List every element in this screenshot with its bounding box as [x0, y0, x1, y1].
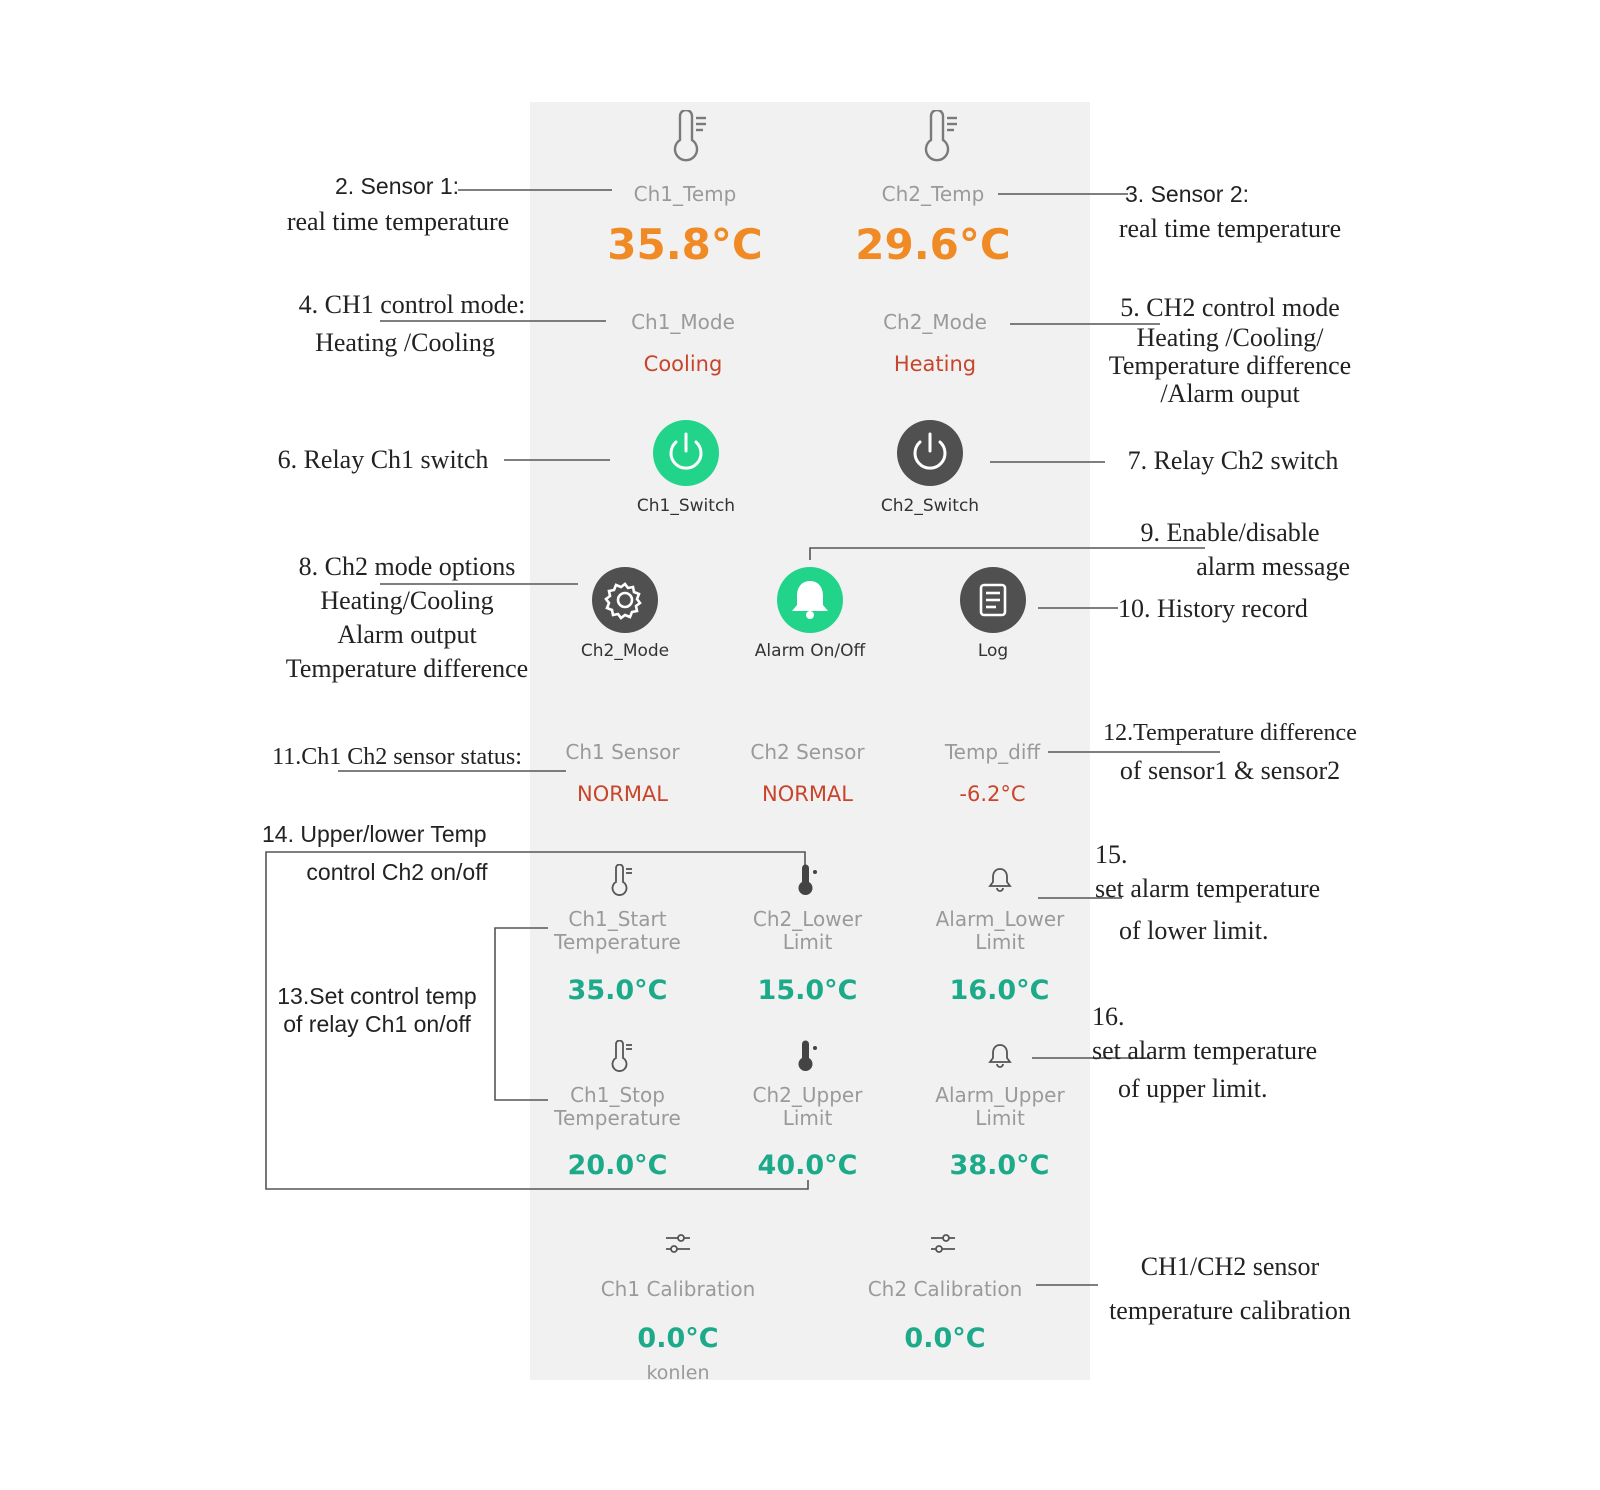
- footer-brand: konlen: [646, 1362, 710, 1384]
- alarm-toggle-button[interactable]: [777, 567, 843, 633]
- annotation-8-line4: Temperature difference: [285, 654, 529, 683]
- ch2-calibration-label: Ch2 Calibration: [867, 1277, 1023, 1301]
- annotation-8-line1: 8. Ch2 mode options: [298, 552, 516, 581]
- annotation-4b: Heating /Cooling: [315, 328, 495, 357]
- ch2-lower-label-line1: Ch2_Lower: [752, 907, 863, 931]
- annotation-14: [262, 820, 532, 886]
- annotation-5-line3: Temperature difference: [1108, 351, 1352, 380]
- annotation-9-line1: 9. Enable/disable: [1140, 518, 1320, 547]
- sliders-icon: [928, 1230, 958, 1263]
- annotation-14-line1: 14. Upper/lower Temp: [262, 821, 487, 847]
- ch2-thermometer-icon: [916, 110, 962, 169]
- ch1-switch-button[interactable]: [653, 420, 719, 486]
- ch1-switch-label: Ch1_Switch: [636, 496, 736, 516]
- annotation-15-line1: 15.: [1095, 840, 1128, 869]
- ch2-upper-label: [735, 1084, 880, 1130]
- bell-outline-icon: [985, 1040, 1015, 1075]
- annotation-8: [262, 550, 552, 686]
- alarm-upper-label: [920, 1084, 1080, 1130]
- ch2-mode-button[interactable]: [592, 567, 658, 633]
- annotation-5: [1090, 292, 1370, 408]
- ch2-lower-label-line2: Limit: [782, 930, 833, 954]
- ch1-mode-value: Cooling: [643, 352, 723, 376]
- sliders-icon: [663, 1230, 693, 1263]
- ch2-sensor-status: NORMAL: [761, 782, 853, 806]
- ch2-lower-label: [735, 908, 880, 954]
- annotation-14-line2: control Ch2 on/off: [306, 859, 488, 885]
- annotation-12: [1080, 716, 1380, 788]
- annotation-5-line2: Heating /Cooling/: [1136, 323, 1324, 352]
- ch2-upper-value[interactable]: 40.0°C: [757, 1150, 858, 1181]
- ch2-temp-label: Ch2_Temp: [881, 182, 985, 206]
- ch1-stop-label-line1: Ch1_Stop: [570, 1083, 665, 1107]
- annotation-9: [1110, 516, 1350, 584]
- annotation-6: 6. Relay Ch1 switch: [277, 445, 489, 474]
- log-icon: [960, 567, 1026, 633]
- annotation-13-line1: 13.Set control temp: [277, 983, 477, 1009]
- annotation-5-line1: 5. CH2 control mode: [1120, 293, 1340, 322]
- annotation-calibration-line2: temperature calibration: [1109, 1296, 1351, 1325]
- thermometer-filled-icon: [793, 864, 823, 901]
- ch1-stop-label: [545, 1084, 690, 1130]
- annotation-2: [262, 172, 532, 200]
- annotation-calibration-line1: CH1/CH2 sensor: [1140, 1252, 1320, 1281]
- annotation-3b: real time temperature: [1118, 214, 1342, 243]
- thermometer-filled-icon: [793, 1040, 823, 1077]
- annotation-9-line2: alarm message: [1196, 552, 1350, 581]
- annotation-16-line3: of upper limit.: [1118, 1074, 1268, 1103]
- alarm-upper-value[interactable]: 38.0°C: [949, 1150, 1050, 1181]
- ch1-start-label-line2: Temperature: [554, 930, 681, 954]
- gear-icon: [592, 567, 658, 633]
- annotation-12-line2: of sensor1 & sensor2: [1119, 756, 1341, 785]
- annotation-2b: real time temperature: [286, 207, 510, 236]
- ch2-upper-label-line2: Limit: [782, 1106, 833, 1130]
- ch1-temp-label: Ch1_Temp: [633, 182, 737, 206]
- ch1-start-value[interactable]: 35.0°C: [567, 975, 668, 1006]
- annotation-13-line2: of relay Ch1 on/off: [283, 1011, 471, 1037]
- annotation-2-line1: 2. Sensor 1:: [334, 173, 460, 199]
- ch2-mode-value: Heating: [893, 352, 977, 376]
- power-icon: [897, 420, 963, 486]
- annotation-15-line3: of lower limit.: [1119, 916, 1269, 945]
- ch2-lower-value[interactable]: 15.0°C: [757, 975, 858, 1006]
- ch1-calibration-label: Ch1 Calibration: [600, 1277, 756, 1301]
- ch2-mode-label: Ch2_Mode: [883, 310, 987, 334]
- power-icon: [653, 420, 719, 486]
- annotation-16-line1: 16.: [1092, 1002, 1125, 1031]
- ch1-start-label-line1: Ch1_Start: [568, 907, 667, 931]
- ch1-sensor-status: NORMAL: [576, 782, 668, 806]
- annotation-8-line3: Alarm output: [337, 620, 477, 649]
- alarm-upper-label-line2: Limit: [975, 1106, 1025, 1130]
- annotation-12-line1: 12.Temperature difference: [1103, 720, 1357, 746]
- annotation-3: 3. Sensor 2:: [1125, 181, 1250, 207]
- log-button[interactable]: [960, 567, 1026, 633]
- thermometer-icon: [607, 1040, 637, 1077]
- bell-icon: [777, 567, 843, 633]
- temp-diff-value: -6.2°C: [959, 782, 1026, 806]
- alarm-lower-label-line2: Limit: [975, 930, 1025, 954]
- alarm-lower-label: [920, 908, 1080, 954]
- annotation-11: 11.Ch1 Ch2 sensor status:: [272, 744, 522, 770]
- ch1-stop-value[interactable]: 20.0°C: [567, 1150, 668, 1181]
- annotation-13: [262, 982, 492, 1038]
- annotation-7: 7. Relay Ch2 switch: [1127, 446, 1339, 475]
- annotation-calibration: [1085, 1250, 1375, 1328]
- annotation-15: [1095, 838, 1375, 948]
- thermometer-icon: [607, 864, 637, 901]
- ch1-mode-label: Ch1_Mode: [631, 310, 735, 334]
- ch1-sensor-label: Ch1 Sensor: [565, 740, 680, 764]
- alarm-lower-value[interactable]: 16.0°C: [949, 975, 1050, 1006]
- ch2-temp-value: 29.6°C: [855, 220, 1011, 269]
- ch1-thermometer-icon: [665, 110, 711, 169]
- ch2-mode-button-label: Ch2_Mode: [580, 641, 670, 661]
- annotation-5-line4: /Alarm ouput: [1160, 379, 1300, 408]
- temp-diff-label: Temp_diff: [944, 740, 1041, 764]
- ch2-switch-button[interactable]: [897, 420, 963, 486]
- ch1-stop-label-line2: Temperature: [554, 1106, 681, 1130]
- log-button-label: Log: [977, 641, 1009, 661]
- alarm-lower-label-line1: Alarm_Lower: [935, 907, 1065, 931]
- ch1-calibration-value[interactable]: 0.0°C: [637, 1323, 719, 1354]
- alarm-upper-label-line1: Alarm_Upper: [935, 1083, 1065, 1107]
- annotation-16-line2: set alarm temperature: [1092, 1036, 1318, 1065]
- bell-outline-icon: [985, 864, 1015, 899]
- annotation-16: [1092, 1000, 1372, 1106]
- annotation-15-line2: set alarm temperature: [1095, 874, 1321, 903]
- annotation-10: 10. History record: [1118, 594, 1308, 623]
- ch1-temp-value: 35.8°C: [607, 220, 763, 269]
- ch2-sensor-label: Ch2 Sensor: [750, 740, 865, 764]
- annotation-4: 4. CH1 control mode:: [298, 290, 526, 319]
- ch2-upper-label-line1: Ch2_Upper: [752, 1083, 863, 1107]
- alarm-button-label: Alarm On/Off: [754, 641, 866, 661]
- ch2-calibration-value[interactable]: 0.0°C: [904, 1323, 986, 1354]
- ch2-switch-label: Ch2_Switch: [880, 496, 980, 516]
- annotation-8-line2: Heating/Cooling: [320, 586, 494, 615]
- ch1-start-label: [545, 908, 690, 954]
